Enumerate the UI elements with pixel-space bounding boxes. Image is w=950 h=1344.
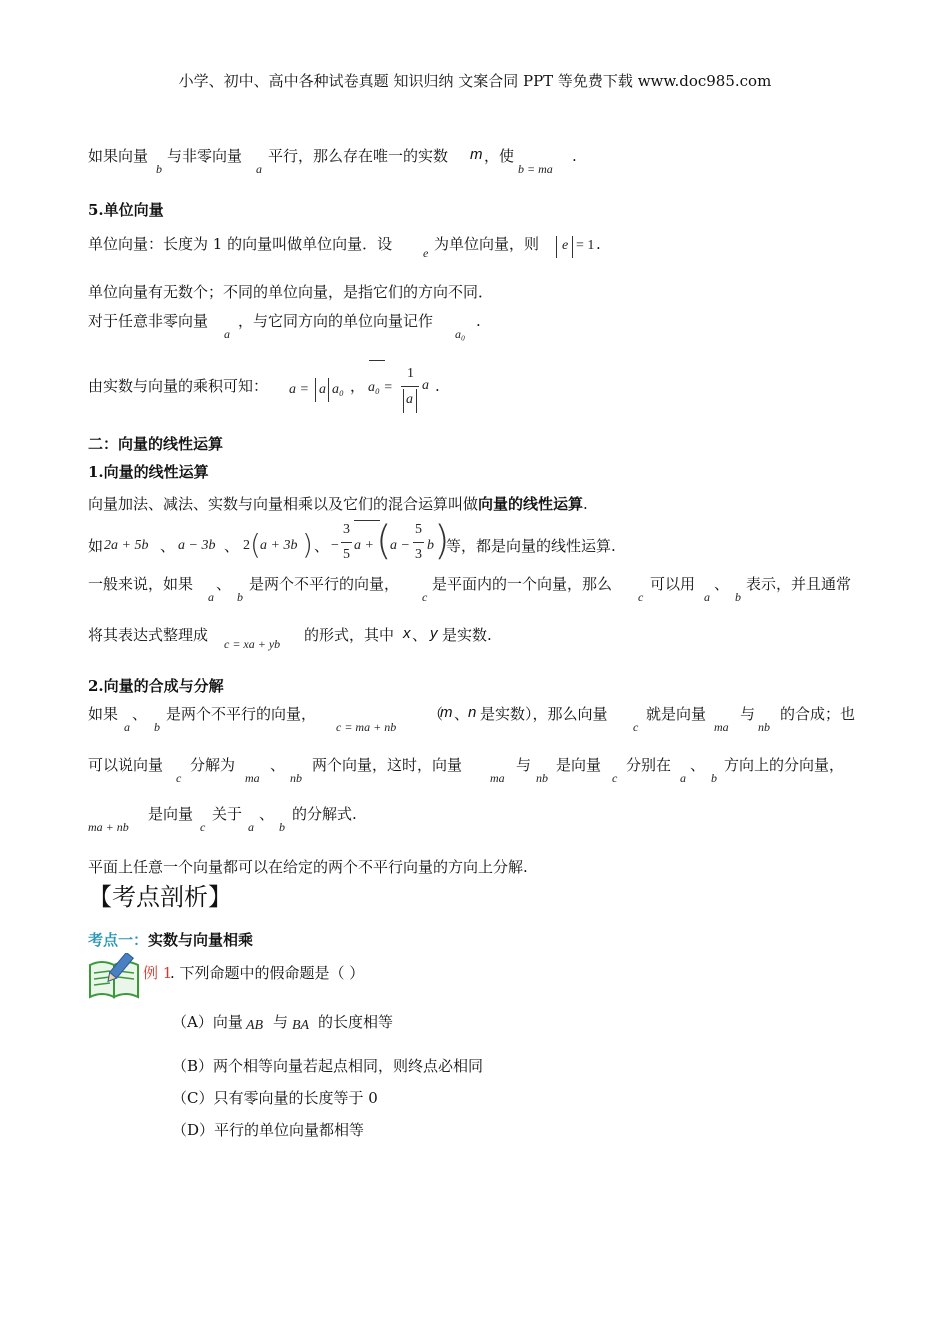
text: 与: [516, 756, 532, 774]
math-var: ma: [245, 771, 260, 785]
option-a[interactable]: [172, 1012, 243, 1032]
text: 单位向量有无数个；不同的单位向量，是指它们的方向不同．: [88, 283, 494, 301]
math-var: c: [176, 771, 182, 785]
point-title: [88, 929, 253, 950]
text: 平面上任意一个向量都可以在给定的两个不平行向量的方向上分解.: [88, 858, 528, 876]
abs-bar: [328, 378, 329, 402]
text: .: [572, 147, 577, 165]
text: 、: [690, 756, 706, 774]
subsection-title: 2.向量的合成与分解: [88, 677, 224, 695]
abs-bar: [403, 389, 404, 413]
text: 、: [160, 537, 176, 555]
math-var: a: [224, 327, 230, 341]
math-eq: 2: [243, 538, 250, 553]
math-var: b: [427, 538, 434, 553]
math-eq: c = ma + nb: [336, 720, 397, 734]
math-var: a: [248, 820, 254, 834]
abs-bar: [572, 236, 573, 258]
frac-den: 5: [343, 547, 350, 562]
math-var: nb: [290, 771, 302, 785]
frac-num: 5: [415, 522, 422, 537]
text: 为单位向量，则: [434, 235, 540, 253]
frac-den: 3: [415, 547, 422, 562]
math-var: b: [156, 162, 162, 176]
text: 、: [454, 705, 470, 723]
math-eq: a −: [390, 538, 410, 553]
text: 就是向量: [646, 705, 707, 723]
math-var: a: [124, 720, 130, 734]
math-var: b: [711, 771, 717, 785]
paren: ): [434, 518, 450, 564]
math-var: BA: [292, 1018, 310, 1033]
math-var: ma: [490, 771, 505, 785]
math-var: e: [562, 238, 569, 253]
text: 、: [259, 805, 275, 823]
math-eq: ma + nb: [88, 820, 129, 834]
text: 是向量: [148, 805, 194, 823]
text: 的分解式.: [292, 805, 357, 823]
math-var: n: [468, 704, 477, 721]
frac-den: a: [406, 392, 413, 407]
math-var: ma: [714, 720, 729, 734]
math-var: b: [237, 590, 243, 604]
text: 、: [314, 537, 330, 555]
text: 平行，那么存在唯一的实数: [268, 147, 449, 165]
text: ，: [350, 377, 366, 395]
paren: (: [376, 518, 392, 564]
math-var: a₀: [332, 382, 344, 397]
text: （A）向量: [172, 1013, 243, 1031]
abs-bar: [556, 236, 557, 258]
math-var: a: [422, 378, 429, 393]
math-var: a: [704, 590, 710, 604]
text: 方向上的分向量，: [724, 756, 845, 774]
text: ，使: [484, 147, 515, 165]
frac-line: [341, 542, 352, 543]
math-var: a: [256, 162, 262, 176]
example-label: 例 1: [143, 964, 173, 982]
math-eq: b = ma: [518, 162, 553, 176]
math-var: x: [403, 625, 411, 642]
section-title: 二：向量的线性运算: [88, 435, 224, 453]
paren: ): [302, 528, 313, 561]
text: 对于任意非零向量: [88, 312, 209, 330]
book-pencil-icon: [88, 953, 140, 1003]
text: 可以用: [650, 575, 696, 593]
text: 是两个不平行的向量，: [249, 575, 400, 593]
math-var: a: [319, 382, 326, 397]
text: 、: [412, 626, 428, 644]
text: 与: [273, 1013, 289, 1031]
math-var: c: [638, 590, 644, 604]
section-title: 5.单位向量: [88, 201, 164, 219]
math-eq: a =: [289, 382, 309, 397]
text: 的合成；也: [780, 705, 856, 723]
math-var: c: [422, 590, 428, 604]
text: ，与它同方向的单位向量记作: [238, 312, 434, 330]
text: .: [596, 235, 601, 253]
section-heading: 【考点剖析】: [88, 883, 232, 911]
text: 、: [216, 575, 232, 593]
page-header: 小学、初中、高中各种试卷真题 知识归纳 文案合同 PPT 等免费下载 www.doc985.com: [178, 72, 772, 90]
text: 是向量: [556, 756, 602, 774]
text: 分解为: [190, 756, 236, 774]
text: 分别在: [626, 756, 672, 774]
math-var: a: [680, 771, 686, 785]
math-eq: a₀ =: [368, 380, 393, 395]
math-var: c: [200, 820, 206, 834]
text: 单位向量：长度为 1 的向量叫做单位向量．设: [88, 235, 393, 253]
option-d[interactable]: （D）平行的单位向量都相等: [172, 1121, 365, 1139]
math-var: e: [423, 246, 429, 260]
frac-num: 3: [343, 522, 350, 537]
text: 如: [88, 537, 104, 555]
text: 是实数.: [442, 626, 492, 644]
text: 的形式，其中: [304, 626, 395, 644]
math-eq: 2a + 5b: [104, 538, 149, 553]
text: 将其表达式整理成: [88, 626, 209, 644]
text: .: [583, 495, 588, 513]
text: .: [435, 377, 440, 395]
text: 向量加法、减法、实数与向量相乘以及它们的混合运算叫做: [88, 495, 479, 513]
text: 是平面内的一个向量，那么: [432, 575, 613, 593]
text: 与: [740, 705, 756, 723]
text: 的长度相等: [318, 1013, 394, 1031]
math-var: b: [735, 590, 741, 604]
math-var: b: [279, 820, 285, 834]
text: 两个向量，这时，向量: [312, 756, 463, 774]
frac-line: [413, 542, 424, 543]
math-eq: a − 3b: [178, 538, 216, 553]
text: 可以说向量: [88, 756, 164, 774]
math-eq: = 1: [576, 238, 595, 253]
text: （: [428, 705, 444, 723]
text: 是实数），那么向量: [480, 705, 608, 723]
frac-line: [401, 386, 419, 387]
bold-term: 向量的线性运算: [478, 495, 584, 513]
point-label: 考点一：: [88, 931, 149, 949]
text: 、: [270, 756, 286, 774]
text: [88, 494, 588, 514]
math-var: AB: [246, 1018, 264, 1033]
math-var: a₀: [455, 327, 466, 341]
text: 由实数与向量的乘积可知：: [88, 377, 269, 395]
math-eq: a + 3b: [260, 538, 298, 553]
text: 、: [714, 575, 730, 593]
point-topic: 实数与向量相乘: [148, 931, 254, 949]
text: 是两个不平行的向量，: [166, 705, 317, 723]
text: 、: [132, 705, 148, 723]
math-var: c: [612, 771, 618, 785]
math-var: nb: [536, 771, 548, 785]
math-var: a: [208, 590, 214, 604]
math-var: m: [440, 704, 453, 721]
math-var: m: [470, 146, 483, 163]
text: 如果: [88, 705, 119, 723]
paren: (: [250, 528, 261, 561]
math-eq: −: [331, 538, 339, 553]
vector-arrow: [369, 360, 385, 367]
text: 表示，并且通常: [746, 575, 852, 593]
math-var: c: [633, 720, 639, 734]
text: 一般来说，如果: [88, 575, 194, 593]
text: 、: [224, 537, 240, 555]
text: .: [476, 312, 481, 330]
text: 与非零向量: [167, 147, 243, 165]
math-var: nb: [758, 720, 770, 734]
option-c[interactable]: （C）只有零向量的长度等于 0: [172, 1089, 378, 1107]
abs-bar: [315, 378, 316, 402]
option-b[interactable]: （B）两个相等向量若起点相同，则终点必相同: [172, 1057, 484, 1075]
example-question: . 下列命题中的假命题是（ ）: [170, 964, 365, 982]
math-var: y: [430, 625, 438, 642]
math-eq: c = xa + yb: [224, 637, 281, 651]
abs-bar: [416, 389, 417, 413]
text: 如果向量: [88, 147, 149, 165]
math-var: b: [154, 720, 160, 734]
text: 关于: [212, 805, 243, 823]
math-eq: a +: [354, 538, 374, 553]
subsection-title: 1.向量的线性运算: [88, 463, 209, 481]
frac-num: 1: [407, 366, 414, 381]
text: 等，都是向量的线性运算.: [446, 537, 616, 555]
